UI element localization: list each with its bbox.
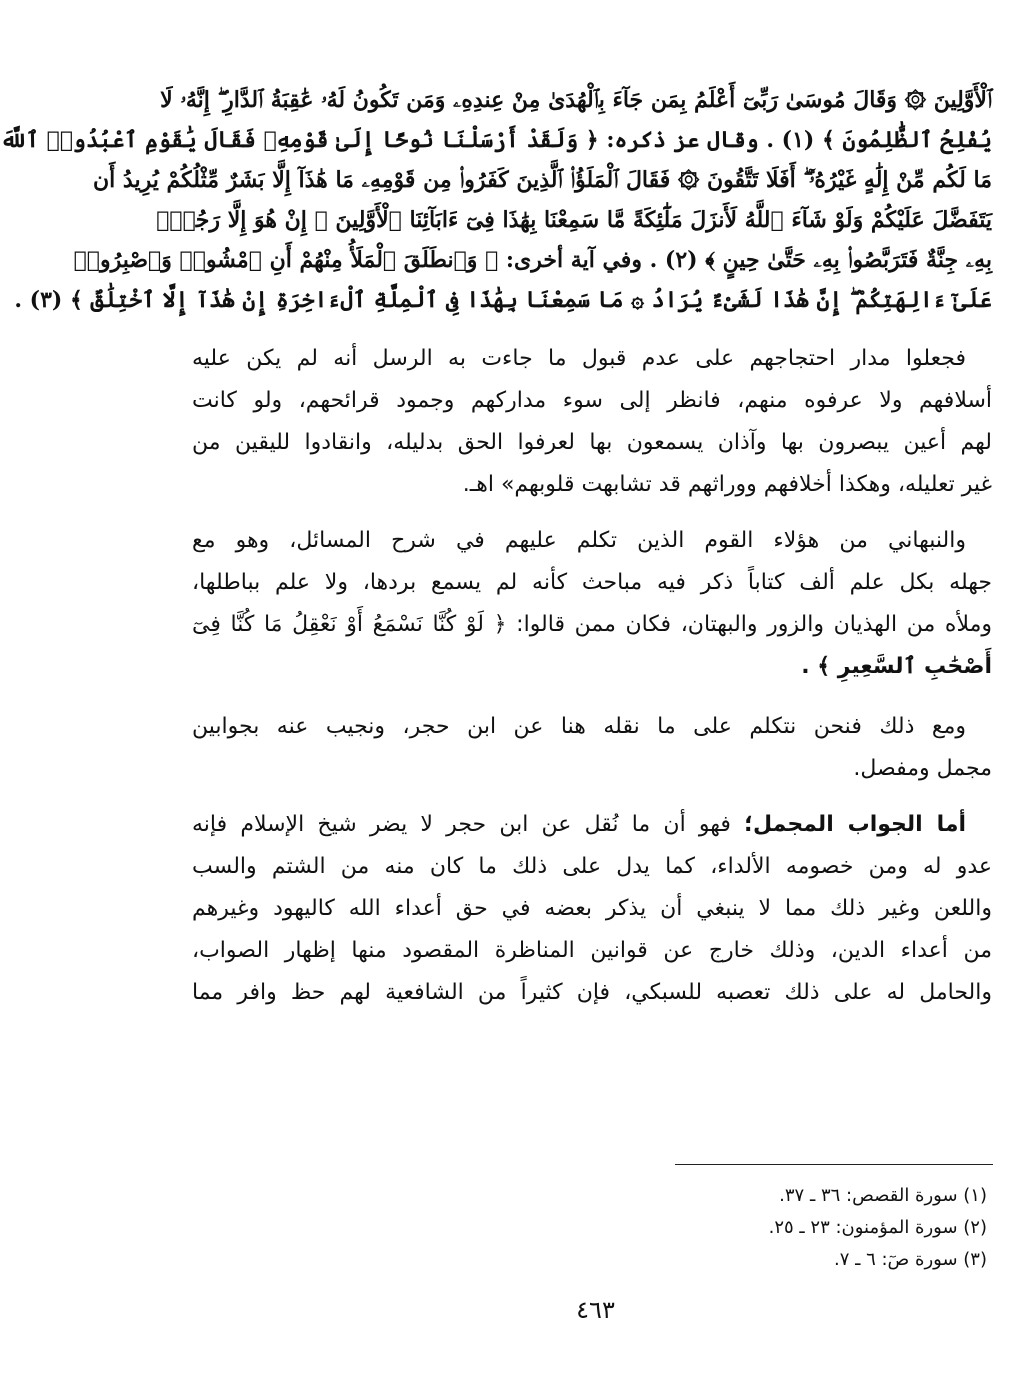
text-line: فجعلوا مدار احتجاجهم على عدم قبول ما جاءت به الرسل أنه لم يكن عليه bbox=[192, 346, 966, 371]
quran-line: بِهِۦ جِنَّةٌ فَتَرَبَّصُوا۟ بِهِۦ حَتَّىٰ حِينٍ ﴾ (٢) . وفي آية أخرى: ﴿ وَٱنطَلَقَ ٱلْمَلَأُ مِنْهُمْ أَنِ ٱمْشُوا۟ وَٱصْبِرُوا۟ bbox=[73, 247, 992, 273]
footnotes bbox=[587, 1180, 987, 1276]
text-line: من أعداء الدين، وذلك خارج عن قوانين المناظرة المقصود منها إظهار الصواب، bbox=[192, 938, 992, 963]
paragraph-3 bbox=[192, 706, 992, 790]
paragraph-2 bbox=[192, 520, 992, 688]
footnote: (٣) سورة صٓ: ٦ ـ ٧. bbox=[833, 1249, 987, 1270]
text-line: واللعن وغير ذلك مما لا ينبغي أن يذكر بعضه في حق أعداء الله كاليهود وغيرهم bbox=[192, 896, 992, 921]
text-line: لهم أعين يبصرون بها وآذان يسمعون بها لعرفوا الحق بدليله، وانقادوا لليقين من bbox=[192, 430, 992, 455]
paragraph-4 bbox=[192, 804, 992, 1014]
quran-line: يُفْلِحُ ٱلظَّٰلِمُونَ ﴾ (١) . وقال عز ذكره: ﴿ وَلَقَدْ أَرْسَلْنَا نُوحًا إِلَىٰ قَوْمِهِۦ فَقَالَ يَٰقَوْمِ ٱعْبُدُوا۟ ٱللَّهَ bbox=[0, 127, 992, 153]
text-line: ومع ذلك فنحن نتكلم على ما نقله هنا عن ابن حجر، ونجيب عنه بجوابين bbox=[192, 714, 966, 739]
text-line: أسلافهم ولا عرفوه منهم، فانظر إلى سوء مداركهم وجمود قرائحهم، ولو كانت bbox=[192, 388, 992, 413]
quran-quote-block bbox=[0, 80, 992, 320]
text-line: أَصْحَٰبِ ٱلسَّعِيرِ ﴾ . bbox=[801, 654, 992, 679]
quran-line: يَتَفَضَّلَ عَلَيْكُمْ وَلَوْ شَآءَ ٱللَّهُ لَأَنزَلَ مَلَٰٓئِكَةً مَّا سَمِعْنَا بِهَٰذَا فِىٓ ءَابَآئِنَا ٱلْأَوَّلِينَ ۞ إِنْ هُوَ إِلَّا رَجُلٌۢ bbox=[156, 207, 992, 233]
text-line bbox=[192, 804, 992, 846]
footnote-divider bbox=[675, 1164, 993, 1165]
page-body bbox=[0, 80, 992, 1014]
text-line: والحامل له على ذلك تعصبه للسبكي، فإن كثيراً من الشافعية لهم حظ وافر مما bbox=[192, 980, 992, 1005]
quran-line: مَا لَكُم مِّنْ إِلَٰهٍ غَيْرُهُۥٓ ۖ أَفَلَا تَتَّقُونَ ۞ فَقَالَ ٱلْمَلَؤُا۟ ٱلَّذِينَ كَفَرُوا۟ مِن قَوْمِهِۦ مَا هَٰذَآ إِلَّا بَشَرٌ مِّثْلُكُمْ يُرِيدُ أَن bbox=[92, 167, 992, 193]
text-fragment: فهو أن ما نُقل عن ابن حجر لا يضر شيخ الإسلام فإنه bbox=[192, 812, 745, 837]
text-line: جهله بكل علم ألف كتاباً ذكر فيه مباحث كأنه لم يسمع بردها، ولا علم بباطلها، bbox=[192, 570, 992, 595]
page-number: ٤٦٣ bbox=[576, 1296, 615, 1324]
footnote: (٢) سورة المؤمنون: ٢٣ ـ ٢٥. bbox=[768, 1217, 987, 1238]
text-line: وملأه من الهذيان والزور والبهتان، فكان ممن قالوا: ﴿ لَوْ كُنَّا نَسْمَعُ أَوْ نَعْقِلُ مَا كُنَّا فِىٓ bbox=[192, 612, 992, 637]
text-line: والنبهاني من هؤلاء القوم الذين تكلم عليهم في شرح المسائل، وهو مع bbox=[192, 528, 966, 553]
quran-line: عَلَىٰٓ ءَالِهَتِكُمْ ۖ إِنَّ هَٰذَا لَشَىْءٌ يُرَادُ ۞ مَا سَمِعْنَا بِهَٰذَا فِى ٱلْمِلَّةِ ٱلْءَاخِرَةِ إِنْ هَٰذَآ إِلَّا ٱخْتِلَٰقٌ ﴾ (٣) . bbox=[14, 287, 992, 313]
quran-line: ٱلْأَوَّلِينَ ۞ وَقَالَ مُوسَىٰ رَبِّىٓ أَعْلَمُ بِمَن جَآءَ بِٱلْهُدَىٰ مِنْ عِندِهِۦ وَمَن تَكُونُ لَهُۥ عَٰقِبَةُ ٱلدَّارِ ۖ إِنَّهُۥ لَا bbox=[160, 87, 992, 113]
text-line: غير تعليله، وهكذا أخلافهم ووراثهم قد تشابهت قلوبهم» اهـ. bbox=[462, 472, 992, 497]
text-line: مجمل ومفصل. bbox=[853, 756, 992, 781]
paragraph-1 bbox=[192, 338, 992, 506]
text-line: عدو له ومن خصومه الألداء، كما يدل على ذلك ما كان منه من الشتم والسب bbox=[192, 854, 992, 879]
section-heading: أما الجواب المجمل؛ bbox=[744, 812, 967, 837]
footnote: (١) سورة القصص: ٣٦ ـ ٣٧. bbox=[779, 1185, 987, 1206]
